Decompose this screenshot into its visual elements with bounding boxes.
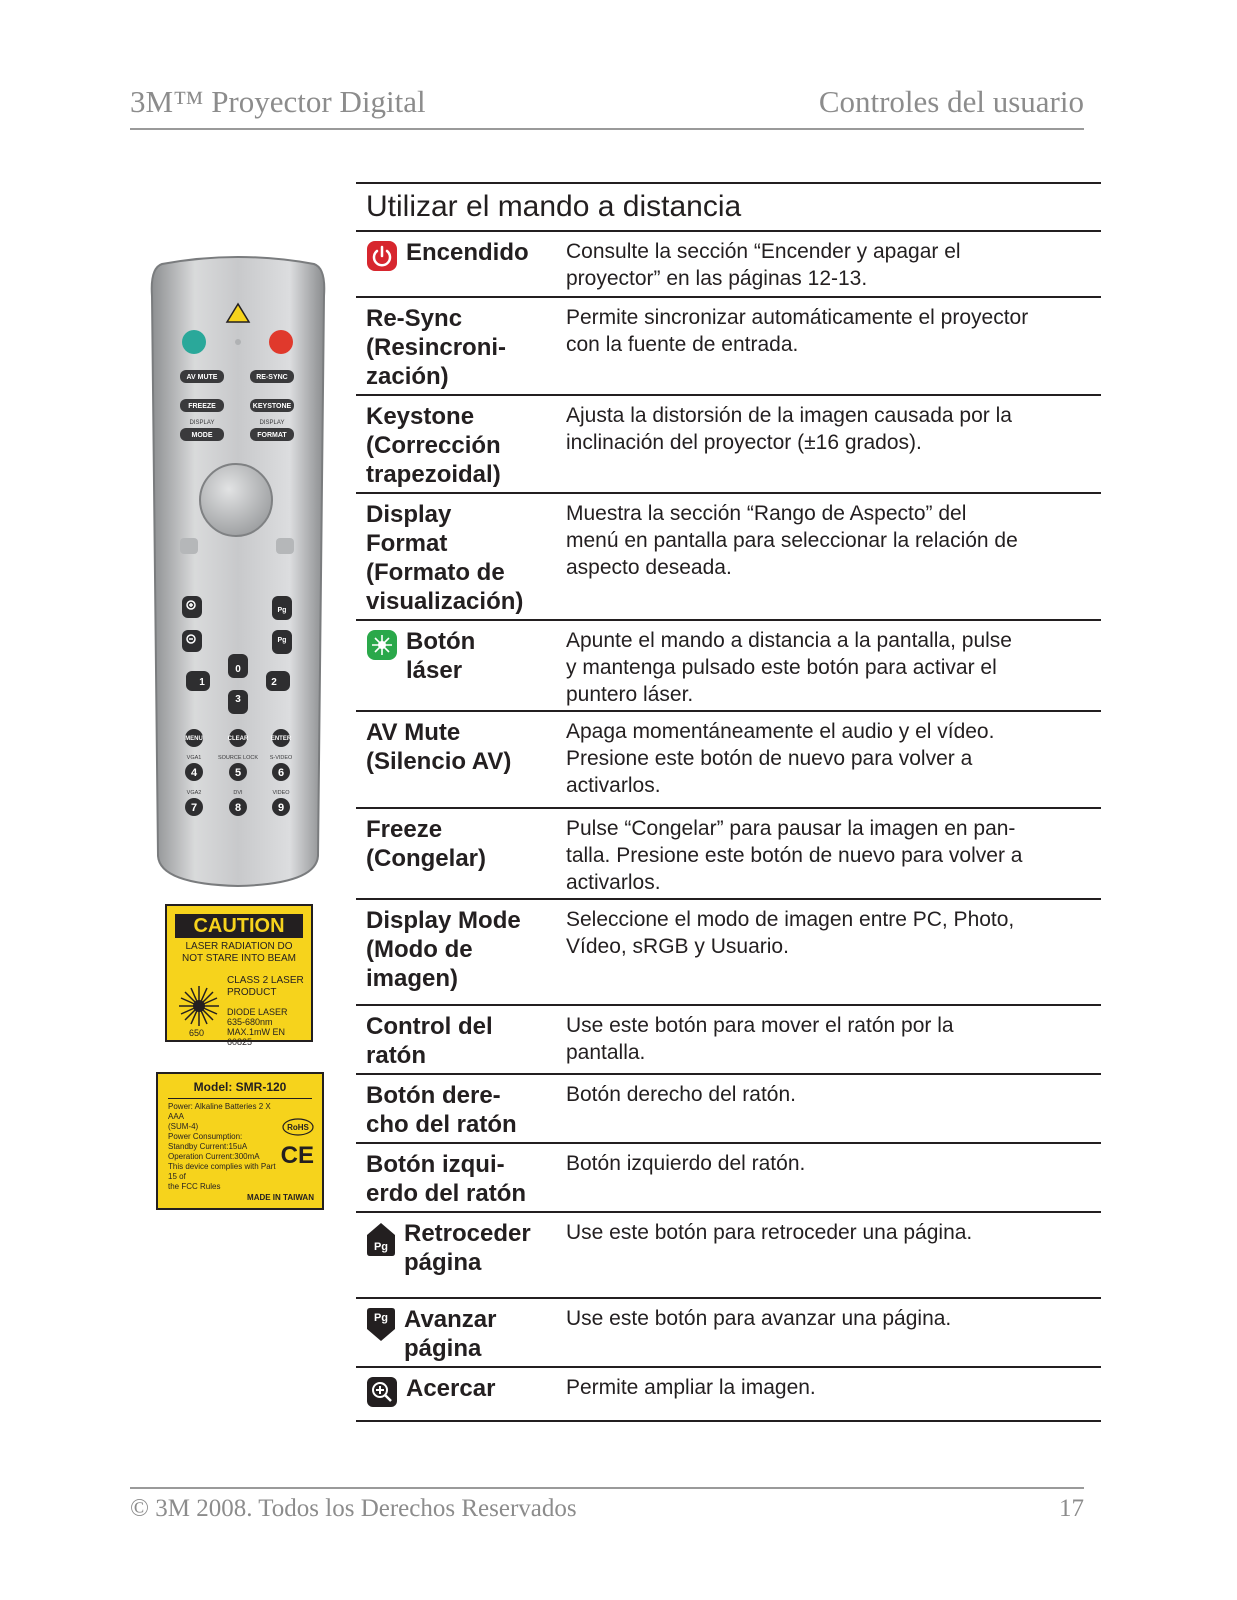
- remote-functions-table: [356, 182, 1101, 1422]
- made-in: MADE IN TAIWAN: [247, 1193, 314, 1202]
- table-row: [356, 298, 1101, 396]
- key-3: 3: [235, 694, 241, 705]
- table-row: [356, 396, 1101, 494]
- pg-down-caption: Pg: [277, 637, 287, 644]
- zoom-in-icon: [366, 1376, 398, 1408]
- row-term: Retroceder página: [404, 1220, 531, 1276]
- re-sync-key: RE-SYNC: [256, 374, 288, 381]
- row-term: Display Format (Formato de visualización): [366, 501, 524, 615]
- source-lock-caption: SOURCE LOCK: [217, 755, 259, 761]
- caution-warning: LASER RADIATION DO NOT STARE INTO BEAM: [182, 941, 296, 964]
- table-row: [356, 712, 1101, 809]
- row-desc: Consulte la sección “Encender y apagar el proyector” en las páginas 12-13.: [566, 240, 961, 290]
- header-title: 3M™ Proyector Digital: [130, 84, 426, 119]
- key-8: 8: [234, 802, 242, 814]
- row-term: Avanzar página: [404, 1306, 497, 1362]
- mouse-left-button-icon: [180, 538, 198, 554]
- laser-button-icon: [182, 330, 206, 354]
- model-label: [156, 1072, 324, 1210]
- mode-key: MODE: [191, 432, 213, 439]
- table-row: [356, 1368, 1101, 1422]
- key-2: 2: [271, 677, 277, 688]
- row-term: AV Mute (Silencio AV): [366, 719, 512, 775]
- svg-text:Pg: Pg: [373, 1241, 389, 1253]
- key-9: 9: [277, 802, 285, 814]
- row-desc: Botón izquierdo del ratón.: [566, 1152, 806, 1175]
- table-row: [356, 232, 1101, 298]
- key-5: 5: [234, 767, 242, 779]
- table-row: [356, 494, 1101, 621]
- laser-icon: [366, 629, 398, 661]
- key-4: 4: [190, 767, 198, 779]
- av-mute-key: AV MUTE: [186, 374, 218, 381]
- laser-burst-icon: [177, 984, 221, 1028]
- vga1-caption: VGA1: [186, 755, 202, 761]
- header-section: Controles del usuario: [818, 84, 1084, 119]
- rohs-icon: [282, 1118, 314, 1136]
- model-title: Model: SMR-120: [193, 1080, 287, 1094]
- caution-class: CLASS 2 LASER PRODUCT: [227, 975, 304, 998]
- table-row: [356, 1144, 1101, 1213]
- keystone-key: KEYSTONE: [252, 403, 292, 410]
- table-title: Utilizar el mando a distancia: [356, 184, 1101, 232]
- row-desc: Muestra la sección “Rango de Aspecto” del menú en pantalla para seleccionar la relación de aspecto deseada.: [566, 502, 1018, 579]
- key-7: 7: [190, 802, 198, 814]
- table-row: [356, 1075, 1101, 1144]
- svideo-caption: S-VIDEO: [269, 755, 293, 761]
- row-desc: Permite ampliar la imagen.: [566, 1376, 816, 1399]
- key-1: 1: [199, 677, 205, 688]
- mouse-control-icon: [200, 464, 272, 536]
- svg-text:RoHS: RoHS: [287, 1123, 309, 1132]
- format-key: FORMAT: [257, 432, 287, 439]
- row-term: Botón izqui- erdo del ratón: [366, 1151, 527, 1207]
- ce-mark-icon: CE: [280, 1142, 314, 1169]
- table-row: [356, 1299, 1101, 1368]
- row-desc: Ajusta la distorsión de la imagen causada por la inclinación del proyector (±16 grados).: [566, 404, 1012, 454]
- row-term: Botón dere- cho del ratón: [366, 1082, 517, 1138]
- menu-key: MENU: [185, 736, 203, 742]
- mouse-right-button-icon: [276, 538, 294, 554]
- caution-title: CAUTION: [175, 914, 303, 938]
- page-header: [130, 84, 1084, 130]
- row-desc: Use este botón para mover el ratón por la pantalla.: [566, 1014, 954, 1064]
- copyright: © 3M 2008. Todos los Derechos Reservados: [130, 1495, 577, 1522]
- row-desc: Pulse “Congelar” para pausar la imagen en pan- talla. Presione este botón de nuevo para volver a activarlos.: [566, 817, 1023, 894]
- row-desc: Apunte el mando a distancia a la pantalla, pulse y mantenga pulsado este botón para activar el puntero láser.: [566, 629, 1012, 706]
- caution-specs: DIODE LASER 635-680nm MAX.1mW EN 60825: [227, 1007, 288, 1047]
- freeze-key: FREEZE: [188, 403, 216, 410]
- row-term: Re-Sync (Resincroni- zación): [366, 305, 507, 390]
- dvi-caption: DVI: [233, 790, 243, 796]
- row-term: Display Mode (Modo de imagen): [366, 907, 521, 992]
- left-key: [186, 671, 210, 691]
- table-row: [356, 1006, 1101, 1075]
- table-row: [356, 900, 1101, 1006]
- table-row: [356, 1213, 1101, 1299]
- pg-up-caption: Pg: [277, 607, 287, 614]
- right-key: [266, 671, 290, 691]
- page-up-icon: [366, 1221, 396, 1257]
- power-button-icon: [269, 330, 293, 354]
- row-term: Keystone (Corrección trapezoidal): [366, 403, 501, 488]
- row-term: Control del ratón: [366, 1013, 493, 1069]
- row-desc: Apaga momentáneamente el audio y el vídeo. Presione este botón de nuevo para volver a activarlos.: [566, 720, 995, 797]
- page-footer: [130, 1487, 1084, 1529]
- svg-text:Pg: Pg: [373, 1312, 389, 1324]
- zoom-in-key: [182, 596, 202, 618]
- row-desc: Use este botón para retroceder una página.: [566, 1221, 973, 1244]
- key-0: 0: [235, 664, 241, 675]
- laser-caution-label: [165, 904, 313, 1047]
- video-caption: VIDEO: [272, 790, 290, 796]
- row-desc: Botón derecho del ratón.: [566, 1083, 796, 1106]
- caution-number: 650: [189, 1028, 205, 1038]
- row-desc: Permite sincronizar automáticamente el proyector con la fuente de entrada.: [566, 306, 1029, 356]
- remote-control-illustration: [150, 256, 326, 888]
- row-desc: Use este botón para avanzar una página.: [566, 1307, 952, 1330]
- display-mode-caption: DISPLAY: [189, 420, 215, 426]
- power-icon: [366, 240, 398, 272]
- row-desc: Seleccione el modo de imagen entre PC, Photo, Vídeo, sRGB y Usuario.: [566, 908, 1015, 958]
- vga2-caption: VGA2: [186, 790, 202, 796]
- display-format-caption: DISPLAY: [259, 420, 285, 426]
- row-term: Freeze (Congelar): [366, 816, 486, 872]
- table-row: [356, 809, 1101, 900]
- key-6: 6: [277, 767, 285, 779]
- zoom-out-key: [182, 630, 202, 652]
- table-row: [356, 621, 1101, 712]
- clear-key: CLEAR: [227, 736, 249, 742]
- enter-key: ENTER: [270, 736, 292, 742]
- page-number: 17: [1059, 1495, 1084, 1522]
- row-term: Encendido: [406, 239, 529, 266]
- row-term: Botón láser: [406, 628, 476, 684]
- page-down-icon: [366, 1307, 396, 1343]
- model-specs: Power: Alkaline Batteries 2 X AAA (SUM-4) Power Consumption: Standby Current:15uA Operation Current:300mA This device complies with Part 15 of the FCC Rules: [168, 1102, 276, 1191]
- row-term: Acercar: [406, 1375, 496, 1402]
